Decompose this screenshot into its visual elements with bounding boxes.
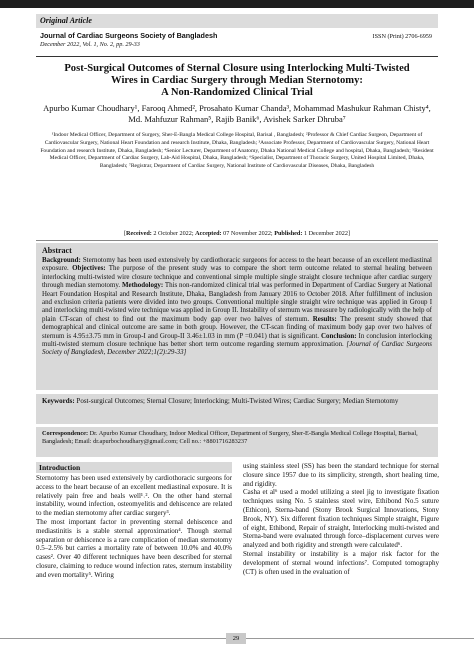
keywords-text: Post-surgical Outcomes; Sternal Closure; Interlocking; Multi-Twisted Wires; Cardiac Surgery; Median Sternotomy [74, 397, 399, 405]
intro-paragraph-3: using stainless steel (SS) has been the standard technique for sternal closure since 1957 due to its simplicity, strength, short healing time, and rigidity. [243, 462, 439, 488]
keywords-box [36, 394, 438, 424]
background-label: Background: [42, 256, 81, 264]
intro-paragraph-5: Sternal instability or instability is a major risk factor for the development of sternal wound infections⁷. Computed tomography (CT) is often used in the evaluation of [243, 549, 439, 576]
intro-paragraph-4: Casha et al⁶ used a model utilizing a steel jig to investigate fixation techniques using No. 5 stainless steel wire, Ethibond No.5 suture (Ethicon), Sterna-band (Stony Brook Surgical Innovations, Stony Brook, NY). Six different fixation techniques Simple straight, Figure of eight, Ethibond, Repair of straight, Interlocking multi-twisted and Sterna-band were evaluated through force–displacement curves were analyzed and both rigidity and strength were calculated⁶. [243, 488, 439, 550]
intro-paragraph-1: Sternotomy has been used extensively by cardiothoracic surgeons for access to the heart because of an excellent mediastinal exposure. It is relatively pain free and heals well¹˒². On the other hand sternal instability, wound infection, osteomyelitis and dehiscence are related to the median sternotomy after cardiac surgery³. [36, 474, 232, 518]
authors-line-2: Md. Mahfuzur Rahman⁵, Rajib Banik⁶, Avishek Sarker Dhruba⁷ [128, 114, 346, 124]
abstract-text [42, 256, 432, 357]
intro-paragraph-2: The most important factor in preventing sternal dehiscence and mediastinitis is a stable sternal approximation⁴. Though sternal separation or dehiscence is a rare complication of median sternotomy 0.5–2.5% but carries a mortality rate of between 10.0% and 40.0% cases². Over 40 different techniques have been described for sternal closure, claiming to reduce wound infection rates, sternum instability and even mortality⁵. Wiring [36, 517, 232, 579]
affiliations: ¹Indoor Medical Officer, Department of Surgery, Sher-E-Bangla Medical College Hospital, Barisal , Bangladesh; ²Professor & Chief Cardiac Surgeon, Department of Cardiovascular Surgery, National Heart Foundation and research Institute, Dhaka, Bangladesh; ³Associate Professor, Department of Cardiovascular Surgery, National Heart Foundation and research Institute, Dhaka, Bangladesh; ⁴Senior Lecturer, Department of Anatomy, Dhaka National Medical College and hospital, Dhaka, Bangladesh; ⁵Resident Medical Officer, Department of Cardiac Surgery, Lab-Aid Hospital, Dhaka, Bangladesh; ⁶Specialist, Department of Thoracic Surgery, United Hospital Limited, Dhaka, Bangladesh; ⁷Registrar, Department of Cardiac Surgery, National Institute of Cardiovascular Diseases, Dhaka, Bangladesh [40, 132, 434, 170]
received-label: Received: [126, 230, 152, 237]
title-line-3: A Non-Randomized Clinical Trial [161, 87, 313, 98]
title-line-2: Wires in Cardiac Surgery through Median Sternotomy: [111, 75, 363, 86]
title-line-1: Post-Surgical Outcomes of Sternal Closure using Interlocking Multi-Twisted [64, 63, 410, 74]
accepted-label: Accepted: [195, 230, 222, 237]
page-footer [0, 633, 474, 645]
left-column [36, 462, 232, 580]
authors-line-1: Apurbo Kumar Choudhary¹, Farooq Ahmed², Prosahato Kumar Chanda³, Mohammad Mashukur Rahman Chisty⁴, [43, 103, 431, 113]
objectives-label: Objectives: [72, 264, 106, 273]
journal-header [36, 31, 438, 57]
introduction-heading: Introduction [36, 462, 232, 473]
right-column [243, 462, 439, 576]
accepted-date: 07 November 2022; [223, 230, 273, 237]
article-type-label: Original Article [36, 14, 438, 28]
page-number [226, 633, 246, 644]
correspondence-label: Correspondence: [42, 430, 89, 437]
journal-name: Journal of Cardiac Surgeons Society of Bangladesh [40, 31, 218, 40]
abstract-citation: [Journal of Cardiac Surgeons Society of Bangladesh, December 2022;1(2):29-33] [42, 340, 432, 357]
correspondence-box [36, 427, 438, 457]
objectives-text: The purpose of the present study was to compare the short term outcome related to sternal healing between interlocking multi-twisted wire closure technique and conventional simple multiple single straight closure technique after cardiac surgery through median sternotomy. [42, 264, 433, 290]
results-text: The present study showed that demographical and clinical outcome are same in both group. However, the CT-scan finding of maximum body gap over two halves of sternum is 4.95±3.75 mm in Group-I and Group-II 3.46±1.03 in mm (P =0.041) that is significant. [42, 314, 432, 340]
article-title [36, 63, 438, 99]
abstract-heading: Abstract [42, 246, 72, 255]
issn: ISSN (Print) 2706-6959 [372, 33, 432, 40]
published-date: 1 December 2022 [303, 230, 348, 237]
received-date: 2 October 2022; [153, 230, 194, 237]
conclusion-label: Conclusion: [321, 331, 357, 340]
journal-issue: December 2022, Vol. 1, No. 2, pp. 29-33 [40, 41, 140, 48]
top-bar [0, 0, 474, 8]
abstract-box [36, 243, 438, 390]
background-text: Sternotomy has been used extensively by cardiothoracic surgeons for access to the heart because of an excellent mediastinal exposure. [42, 256, 432, 273]
published-label: Published: [274, 230, 303, 237]
conclusion-text: In conclusion interlocking multi-twisted sternum closure technique has better short term outcome regarding sternum approximation. [42, 331, 432, 349]
methodology-text: This non-randomized clinical trial was performed in Department of Cardiac Surgery at National Heart Foundation Hospital and Research Institute, Dhaka, Bangladesh from January 2016 to October 2018. After fulfillment of inclusion and exclusion criteria patients were divided into two groups. Conventional multiple single straight wire technique was applied in Group I and interlocking multi-twisted wire technique was applied in Group II. Instability of sternum was measure by radiologically with the help of plain CT-scan of chest to find out the maximum body gap over two halves of sternum. [42, 281, 432, 323]
methodology-label: Methodology: [121, 281, 164, 290]
page-number-text: 29 [232, 635, 240, 642]
author-list [36, 103, 438, 125]
article-dates: [Received: 2 October 2022; Accepted: 07 November 2022; Published: 1 December 2022] [36, 230, 438, 241]
results-label: Results: [312, 314, 337, 323]
correspondence-text: Dr. Apurbo Kumar Choudhary, Indoor Medical Officer, Department of Surgery, Sher-E-Bangla Medical College Hospital, Barisal, Bangladesh; Email: dr.apurbochoudhary@gmail.com; Cell no.: +8801716283237 [42, 430, 418, 446]
keywords-label: Keywords: [42, 397, 75, 405]
